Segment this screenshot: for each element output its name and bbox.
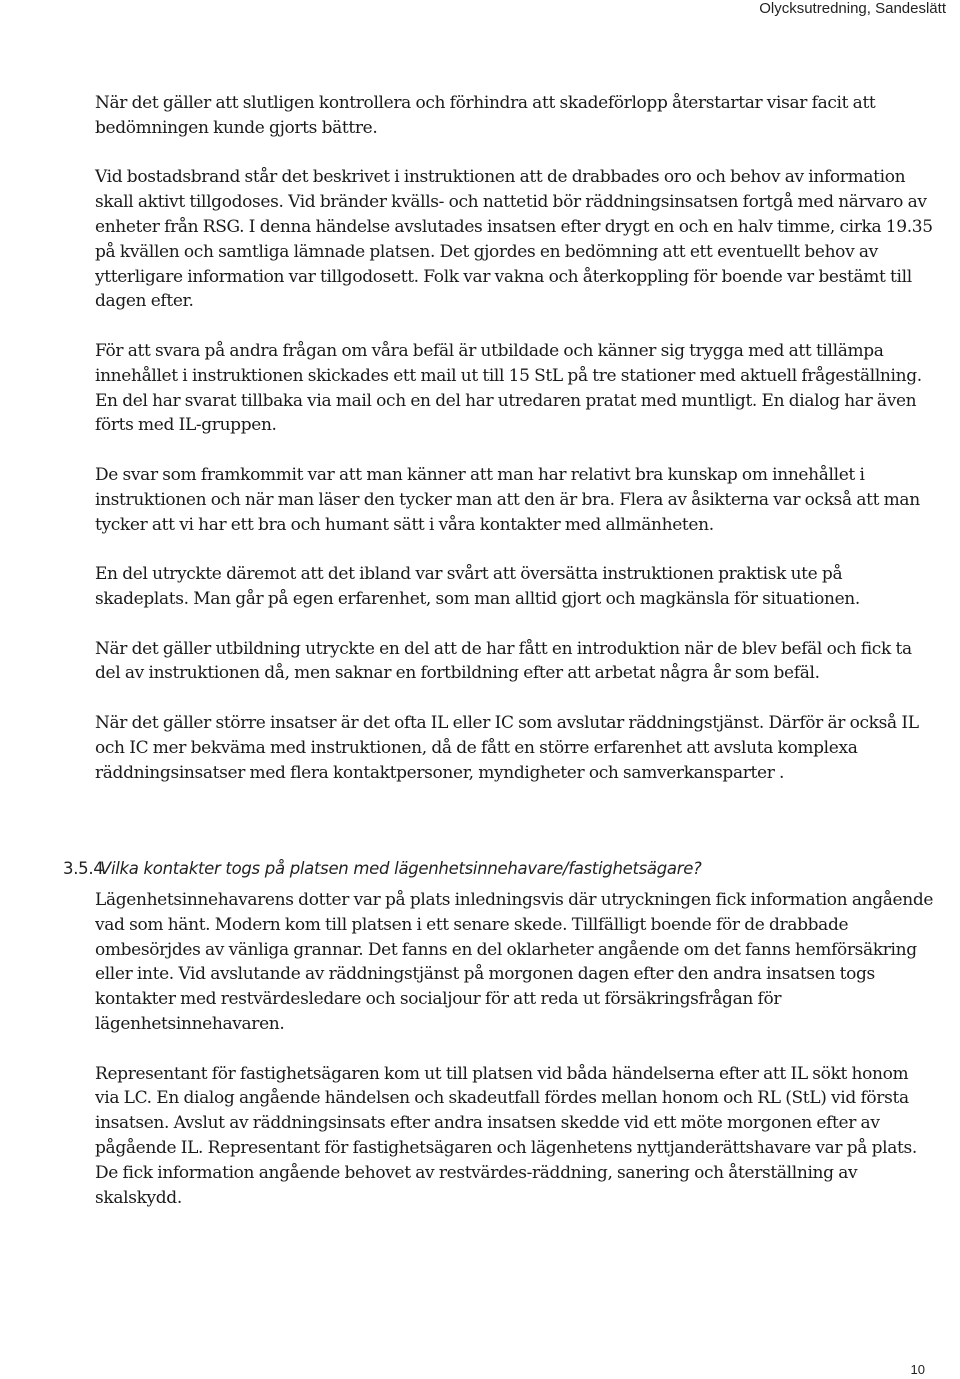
section-heading [63,857,702,881]
paragraph-tenant-contacts: Lägenhetsinnehavarens dotter var på plats inledningsvis där utryckningen fick information angående vad som hänt. Modern kom till platsen i ett senare skede. Tillfälligt boende för de drabbade ombesörjdes av vänliga grannar. Det fanns en del oklarheter angående om det fanns hemförsäkring eller inte. Vid avslutande av räddningstjänst på morgonen dagen efter den andra insatsen togs kontakter med restvärdesledare och socialjour för att reda ut försäkringsfrågan för lägenhetsinnehavaren. [95,890,934,1034]
paragraph-training: När det gäller utbildning utryckte en del att de har fått en introduktion när de blev befäl och fick ta del av instruktionen då, men saknar en fortbildning efter att arbetat några år som befäl. [95,638,912,684]
paragraph-translation-difficulty: En del utryckte däremot att det ibland var svårt att översätta instruktionen praktisk ute på skadeplats. Man går på egen erfarenhet, som man alltid gjort och magkänsla för situationen. [95,564,860,609]
paragraph-control-reignition: När det gäller att slutligen kontrollera och förhindra att skadeförlopp återstartar visar facit att bedömningen kunde gjorts bättre. [95,93,876,138]
page-number: 10 [910,1362,925,1377]
paragraph-officer-survey: För att svara på andra frågan om våra befäl är utbildade och känner sig trygga med att tillämpa innehållet i instruktionen skickades ett mail ut till 15 StL på tre stationer med aktuell frågeställning. En del har svarat tillbaka via mail och en del har utredaren pratat med muntligt. En dialog har även förts med IL-gruppen. [95,340,922,436]
document-body-bottom [95,888,935,1210]
section-number: 3.5.4 [63,859,104,878]
document-body-top [95,91,935,785]
section-title: Vilka kontakter togs på platsen med lägenhetsinnehavare/fastighetsägare? [99,859,702,878]
paragraph-residential-fire: Vid bostadsbrand står det beskrivet i instruktionen att de drabbades oro och behov av information skall aktivt tillgodoses. Vid bränder kvälls- och nattetid bör räddningsinsatsen fortgå med närvaro av enheter från RSG. I denna händelse avslutades insatsen efter drygt en och en halv timme, cirka 19.35 på kvällen och samtliga lämnade platsen. Det gjordes en bedömning att ett eventuellt behov av ytterligare information var tillgodosett. Folk var vakna och återkoppling för boende var bestämt till dagen efter. [95,167,933,312]
paragraph-survey-answers: De svar som framkommit var att man känner att man har relativt bra kunskap om innehållet i instruktionen och när man läser den tycker man att den är bra. Flera av åsikterna var också att man tycker att vi har ett bra och humant sätt i våra kontakter med allmänheten. [95,464,920,535]
page-header: Olycksutredning, Sandeslätt [759,0,946,17]
paragraph-larger-operations: När det gäller större insatser är det ofta IL eller IC som avslutar räddningstjänst. Därför är också IL och IC mer bekväma med instruktionen, då de fått en större erfarenhet att avsluta komplexa räddningsinsatser med flera kontaktpersoner, myndigheter och samverkansparter . [95,712,919,783]
paragraph-property-owner: Representant för fastighetsägaren kom ut till platsen vid båda händelserna efter att IL sökt honom via LC. En dialog angående händelsen och skadeutfall fördes mellan honom och RL (StL) vid första insatsen. Avslut av räddningsinsats efter andra insatsen skedde vid ett möte morgonen efter av pågående IL. Representant för fastighetsägaren och lägenhetens nyttjanderättshavare var på plats. De fick information angående behovet av restvärdes-räddning, sanering och återställning av skalskydd. [95,1063,917,1208]
